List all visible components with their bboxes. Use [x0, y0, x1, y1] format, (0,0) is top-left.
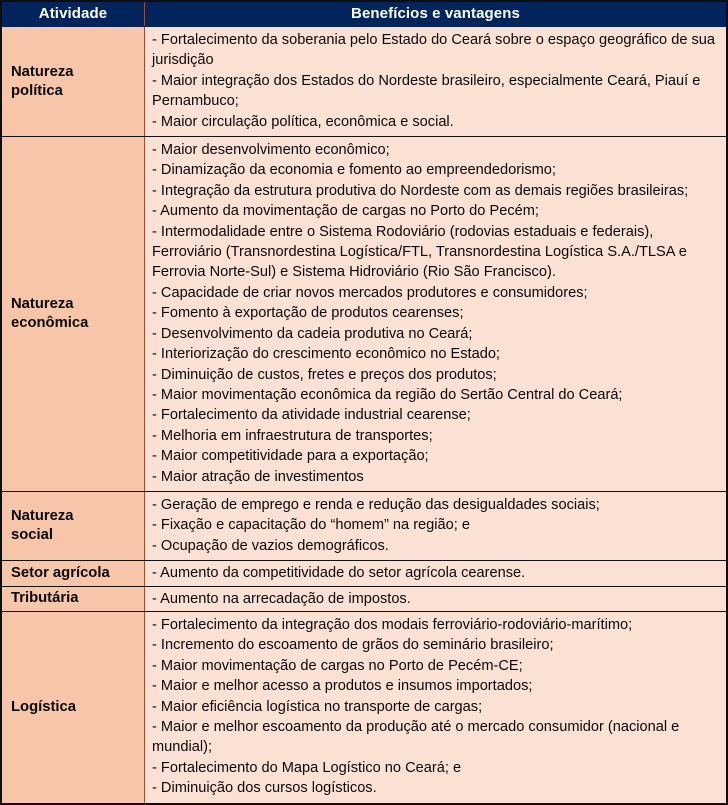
benefit-item: - Fortalecimento do Mapa Logístico no Ceará; e	[152, 759, 462, 776]
benefit-item: - Aumento da movimentação de cargas no Porto do Pecém;	[152, 203, 539, 220]
benefit-item: - Integração da estrutura produtiva do Nordeste com as demais regiões brasileiras;	[152, 182, 689, 199]
benefit-item: - Maior circulação política, econômica e social.	[152, 113, 454, 130]
benefit-item: - Fomento à exportação de produtos cearenses;	[152, 305, 464, 322]
benefit-item: - Ocupação de vazios demográficos.	[152, 537, 389, 554]
table-row	[1, 586, 727, 611]
benefit-item: - Geração de emprego e renda e redução das desigualdades sociais;	[152, 496, 600, 513]
benefit-item: - Melhoria em infraestrutura de transportes;	[152, 427, 433, 444]
benefit-item: - Intermodalidade entre o Sistema Rodoviário (rodovias estaduais e federais), Ferroviário (Transnordestina Logística/FTL, Transnordestina Logística S.A./TLSA e Ferrovia Norte-Sul) e Sistema Hidroviário (Rio São Francisco).	[152, 223, 687, 281]
benefits-cell	[145, 586, 728, 611]
benefit-item: - Maior e melhor escoamento da produção até o mercado consumidor (nacional e mundial);	[152, 719, 680, 756]
column-header-benefits: Benefícios e vantagens	[145, 1, 728, 27]
activity-label-line: política	[11, 82, 63, 99]
table-row	[1, 27, 727, 137]
table-row	[1, 561, 727, 586]
benefit-item: - Maior eficiência logística no transporte de cargas;	[152, 698, 483, 715]
activity-cell	[1, 561, 145, 586]
benefit-item: - Maior desenvolvimento econômico;	[152, 142, 390, 159]
table-header	[1, 1, 727, 27]
benefits-cell	[145, 491, 728, 560]
benefit-item: - Diminuição de custos, fretes e preços dos produtos;	[152, 366, 497, 383]
activity-label-line: Natureza	[11, 508, 74, 525]
benefit-item: - Diminuição dos cursos logísticos.	[152, 780, 377, 797]
table-body	[1, 27, 727, 804]
benefit-item: - Maior movimentação de cargas no Porto de Pecém-CE;	[152, 657, 523, 674]
benefit-item: - Maior atração de investimentos	[152, 468, 364, 485]
activity-label-line: Setor agrícola	[11, 564, 110, 581]
benefit-item: - Desenvolvimento da cadeia produtiva no Ceará;	[152, 325, 473, 342]
activity-label-line: social	[11, 527, 53, 544]
activity-cell	[1, 491, 145, 560]
activity-cell	[1, 586, 145, 611]
benefit-item: - Dinamização da economia e fomento ao empreendedorismo;	[152, 162, 556, 179]
benefit-item: - Maior integração dos Estados do Nordeste brasileiro, especialmente Ceará, Piauí e Pernambuco;	[152, 72, 701, 110]
benefit-item: - Interiorização do crescimento econômico no Estado;	[152, 346, 500, 363]
benefit-item: - Fortalecimento da soberania pelo Estado do Ceará sobre o espaço geográfico de sua jurisdição	[152, 32, 716, 69]
benefits-cell	[145, 27, 728, 137]
activity-label-line: Tributária	[11, 590, 79, 607]
benefits-cell	[145, 561, 728, 586]
benefit-item: - Incremento do escoamento de grãos do seminário brasileiro;	[152, 637, 554, 654]
benefit-item: - Aumento na arrecadação de impostos.	[152, 590, 411, 607]
column-header-activity: Atividade	[1, 1, 145, 27]
activity-label-line: econômica	[11, 314, 89, 331]
activity-label-line: Logística	[11, 698, 76, 715]
benefit-item: - Maior movimentação econômica da região do Sertão Central do Ceará;	[152, 386, 623, 403]
benefit-item: - Aumento da competitividade do setor agrícola cearense.	[152, 565, 526, 582]
benefit-item: - Maior e melhor acesso a produtos e insumos importados;	[152, 678, 533, 695]
benefit-item: - Maior competitividade para a exportação;	[152, 448, 429, 465]
benefit-item: - Fortalecimento da atividade industrial cearense;	[152, 407, 471, 424]
benefit-item: - Capacidade de criar novos mercados produtores e consumidores;	[152, 284, 588, 301]
benefit-item: - Fortalecimento da integração dos modais ferroviário-rodoviário-marítimo;	[152, 616, 633, 633]
header-row	[1, 1, 727, 27]
benefits-cell	[145, 611, 728, 803]
activity-label-line: Natureza	[11, 295, 74, 312]
activity-cell	[1, 137, 145, 492]
benefits-cell	[145, 137, 728, 492]
activity-cell	[1, 27, 145, 137]
activity-label-line: Natureza	[11, 63, 74, 80]
table-row	[1, 491, 727, 560]
activity-cell	[1, 611, 145, 803]
table-row	[1, 611, 727, 803]
table-row	[1, 137, 727, 492]
benefit-item: - Fixação e capacitação do “homem” na região; e	[152, 517, 470, 534]
